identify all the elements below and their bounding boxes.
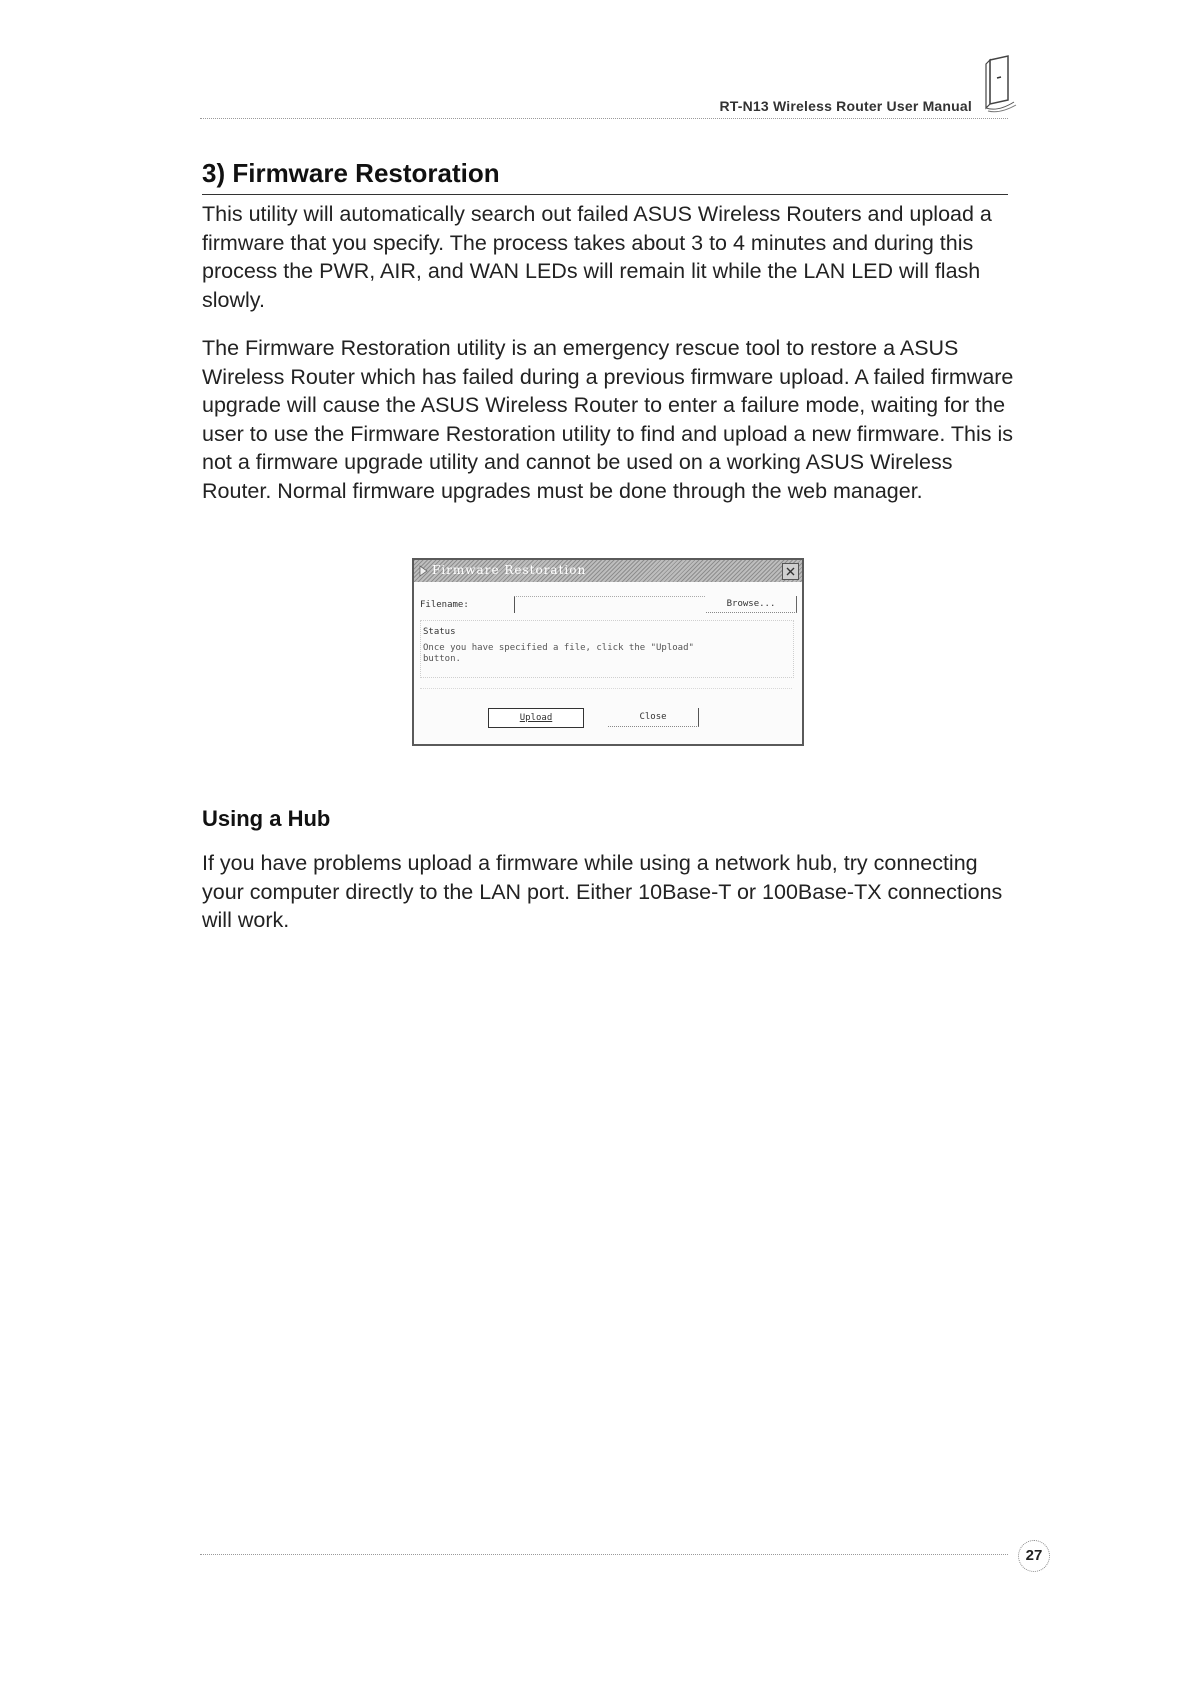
footer-rule [200, 1554, 1008, 1555]
upload-button[interactable]: Upload [488, 708, 584, 728]
header-rule [200, 118, 1008, 119]
divider [420, 688, 792, 689]
app-icon [418, 564, 430, 578]
intro-paragraph: This utility will automatically search out failed ASUS Wireless Routers and upload a firmware that you specify. The process takes about 3 to 4 minutes and during this process the PWR, AIR, and WAN LEDs will remain lit while the LAN LED will flash slowly. [202, 202, 992, 312]
close-icon[interactable] [782, 563, 799, 580]
section-title: 3) Firmware Restoration [202, 158, 500, 188]
description-paragraph: The Firmware Restoration utility is an emergency rescue tool to restore a ASUS Wireless Router which has failed during a previous firmware upload. A failed firmware upgrade will cause the ASUS Wireless Router to enter a failure mode, waiting for the user to use the Firmware Restoration utility to find and upload a new firmware. This is not a firmware upgrade utility and cannot be used on a working ASUS Wireless Router. Normal firmware upgrades must be done through the web manager. [202, 336, 1014, 503]
hub-paragraph: If you have problems upload a firmware while using a network hub, try connecting your computer directly to the LAN port. Either 10Base-T or 100Base-TX connections will work. [202, 851, 1003, 932]
browse-button[interactable]: Browse... [706, 596, 797, 613]
status-text: Once you have specified a file, click the "Upload" button. [423, 643, 694, 664]
status-box [420, 620, 794, 678]
page-number: 27 [1018, 1540, 1050, 1572]
dialog-titlebar[interactable] [414, 560, 802, 582]
dialog-title: Firmware Restoration [432, 563, 587, 577]
header-title: RT-N13 Wireless Router User Manual [719, 98, 972, 114]
title-rule [202, 194, 1008, 195]
filename-input[interactable] [514, 596, 705, 613]
firmware-restoration-dialog [412, 558, 804, 746]
router-icon [978, 52, 1018, 122]
hub-heading: Using a Hub [202, 806, 331, 831]
close-button[interactable]: Close [608, 708, 699, 727]
status-label: Status [423, 627, 456, 637]
filename-label: Filename: [420, 600, 469, 610]
